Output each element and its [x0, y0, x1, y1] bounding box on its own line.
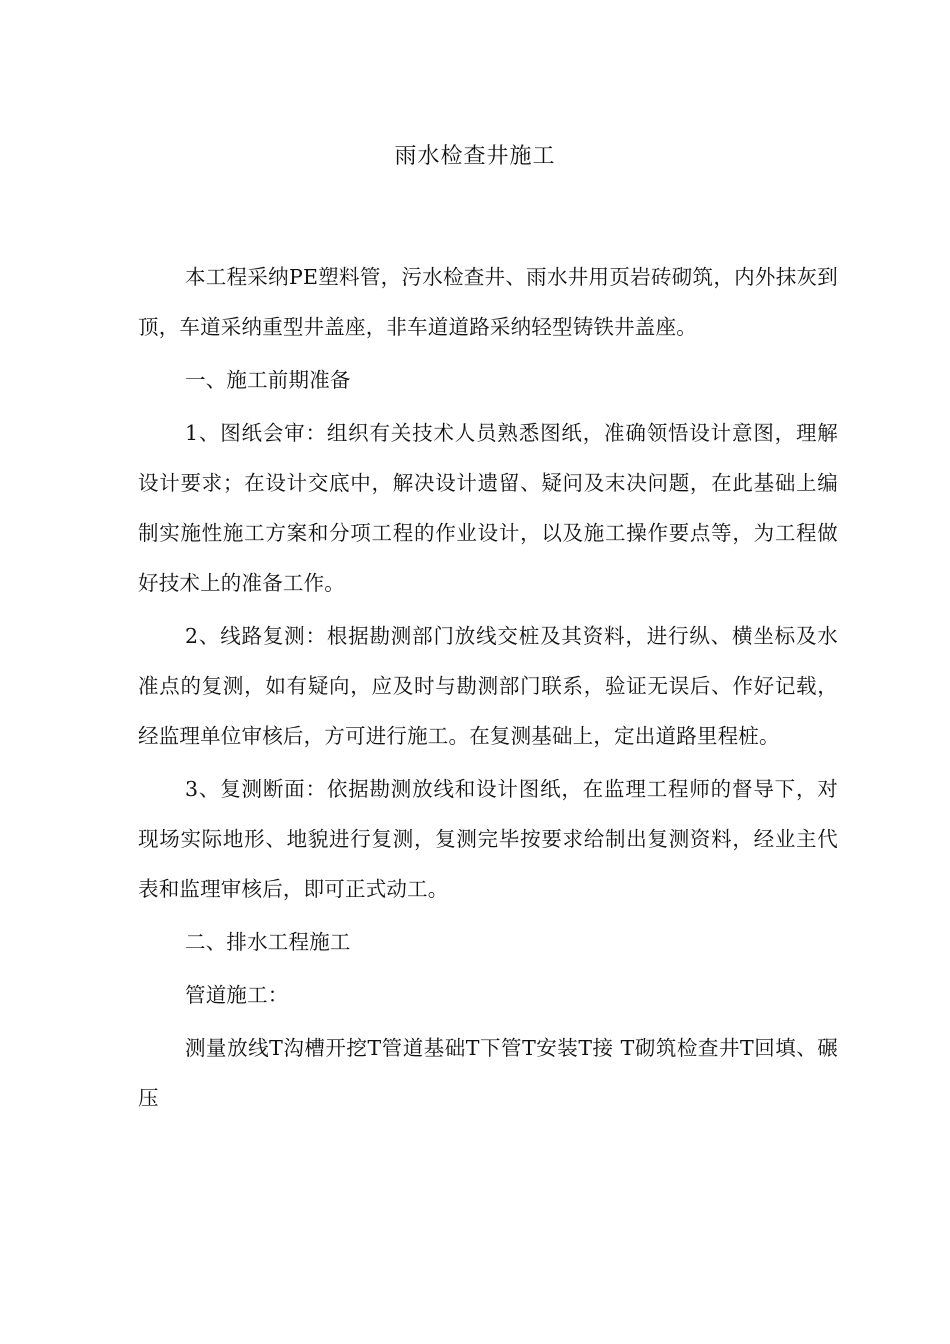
- section-heading-preparation: 一、施工前期准备: [185, 368, 351, 392]
- document-body: [138, 252, 838, 1126]
- section-heading-drainage: 二、排水工程施工: [185, 930, 351, 954]
- section-survey-paragraph: 3、复测断面：依据勘测放线和设计图纸，在监理工程师的督导下，对现场实际地形、地貌进行复测，复测完毕按要求给制出复测资料，经业主代表和监理审核后，即可正式动工。: [138, 777, 838, 901]
- process-sequence-paragraph: 测量放线Τ沟槽开挖Τ管道基础Τ下管Τ安装Τ接 Τ砌筑检查井Τ回填、碾压: [138, 1036, 838, 1110]
- drawing-review-paragraph: 1、图纸会审：组织有关技术人员熟悉图纸，准确领悟设计意图，理解设计要求；在设计交底中，解决设计遗留、疑问及末决问题，在此基础上编制实施性施工方案和分项工程的作业设计，以及施工操作要点等，为工程做好技术上的准备工作。: [138, 421, 838, 595]
- document-title: 雨水检查井施工: [394, 144, 556, 169]
- pipe-construction-label: 管道施工：: [185, 983, 289, 1007]
- route-survey-paragraph: 2、线路复测：根据勘测部门放线交桩及其资料，进行纵、横坐标及水准点的复测，如有疑向，应及时与勘测部门联系，验证无误后、作好记载，经监理单位审核后，方可进行施工。在复测基础上，定出道路里程桩。: [138, 624, 838, 748]
- intro-paragraph: 本工程采纳PE塑料管，污水检查井、雨水井用页岩砖砌筑，内外抹灰到顶，车道采纳重型井盖座，非车道道路采纳轻型铸铁井盖座。: [138, 265, 838, 339]
